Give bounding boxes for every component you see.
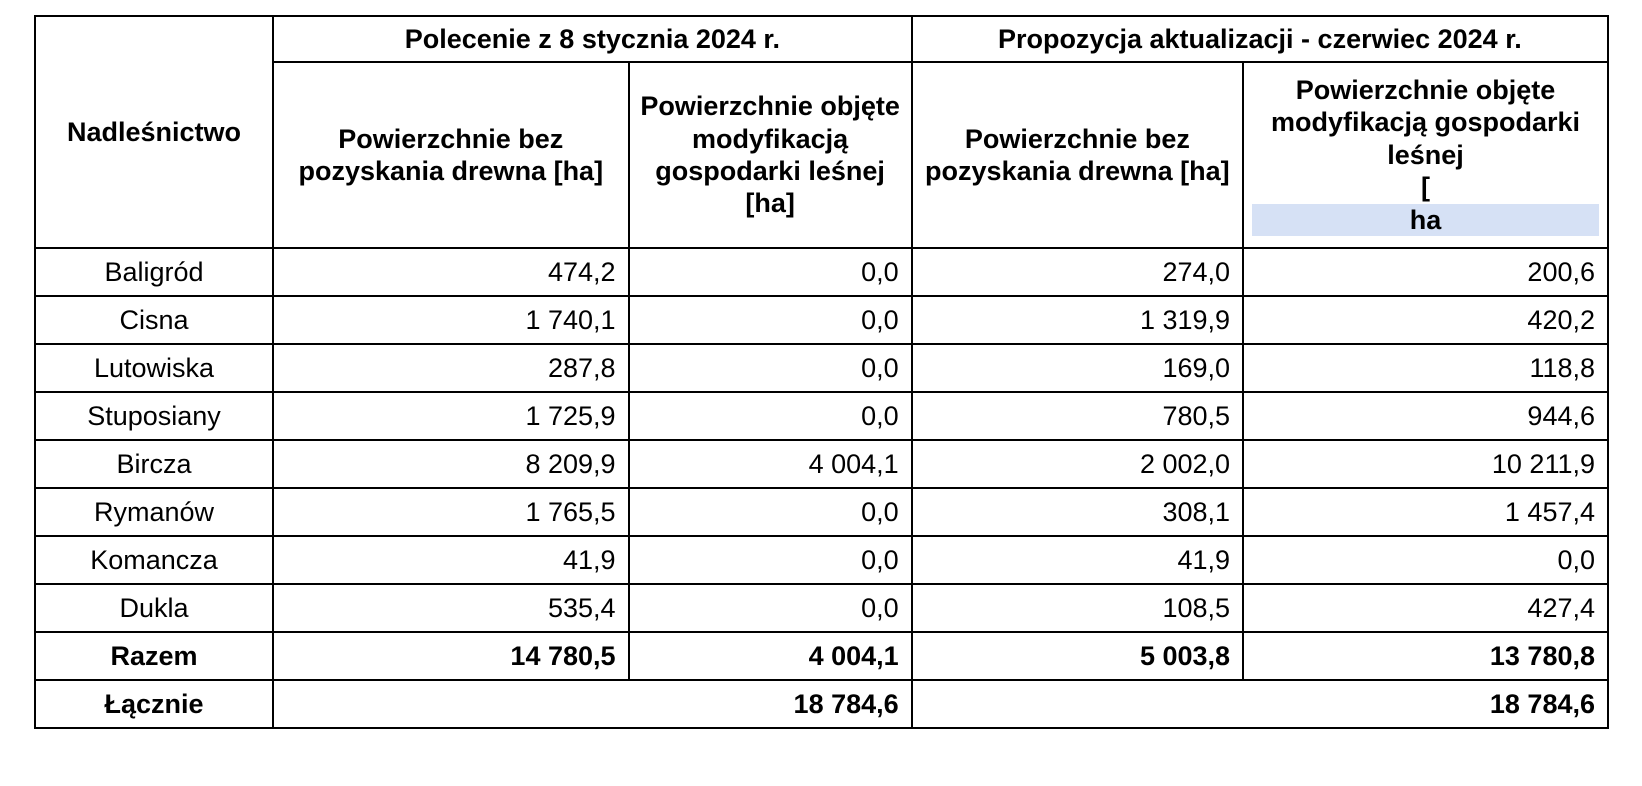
cell-g1-modyfikacja: 0,0	[629, 392, 912, 440]
table-row	[35, 296, 1608, 344]
total-g1-bez-pozyskania: 14 780,5	[273, 632, 628, 680]
row-name: Baligród	[35, 248, 273, 296]
row-name: Cisna	[35, 296, 273, 344]
cell-g2-bez-pozyskania: 274,0	[912, 248, 1243, 296]
row-name: Komancza	[35, 536, 273, 584]
grand-total-name: Łącznie	[35, 680, 273, 728]
cell-g1-modyfikacja: 0,0	[629, 536, 912, 584]
table-row	[35, 536, 1608, 584]
cell-g1-modyfikacja: 0,0	[629, 488, 912, 536]
row-name: Lutowiska	[35, 344, 273, 392]
table-row	[35, 248, 1608, 296]
cell-g1-bez-pozyskania: 1 740,1	[273, 296, 628, 344]
cell-g2-bez-pozyskania: 780,5	[912, 392, 1243, 440]
cell-g2-modyfikacja: 0,0	[1243, 536, 1608, 584]
header-g2-modyfikacja	[1243, 62, 1608, 248]
cell-g2-modyfikacja: 420,2	[1243, 296, 1608, 344]
grand-total-polecenie: 18 784,6	[273, 680, 912, 728]
row-name: Dukla	[35, 584, 273, 632]
forest-area-table	[34, 15, 1609, 729]
table-row	[35, 584, 1608, 632]
cell-g2-modyfikacja: 1 457,4	[1243, 488, 1608, 536]
cell-g1-modyfikacja: 0,0	[629, 296, 912, 344]
table-row	[35, 488, 1608, 536]
header-g1-modyfikacja	[629, 62, 912, 248]
header-g2-bez-pozyskania	[912, 62, 1243, 248]
header-g1-modyfikacja-text: Powierzchnie objęte modyfikacją gospodarki leśnej [ha]	[640, 91, 900, 219]
cell-g1-bez-pozyskania: 41,9	[273, 536, 628, 584]
row-name: Bircza	[35, 440, 273, 488]
grand-total-row	[35, 680, 1608, 728]
cell-g2-bez-pozyskania: 108,5	[912, 584, 1243, 632]
cell-g2-modyfikacja: 10 211,9	[1243, 440, 1608, 488]
cell-g1-bez-pozyskania: 287,8	[273, 344, 628, 392]
cell-g2-modyfikacja: 200,6	[1243, 248, 1608, 296]
cell-g1-bez-pozyskania: 474,2	[273, 248, 628, 296]
table-row	[35, 344, 1608, 392]
cell-g2-modyfikacja: 427,4	[1243, 584, 1608, 632]
total-g2-bez-pozyskania: 5 003,8	[912, 632, 1243, 680]
cell-g1-bez-pozyskania: 1 765,5	[273, 488, 628, 536]
total-g2-modyfikacja: 13 780,8	[1243, 632, 1608, 680]
cell-g1-modyfikacja: 0,0	[629, 248, 912, 296]
header-g1-bez-pozyskania	[273, 62, 628, 248]
total-row-name: Razem	[35, 632, 273, 680]
selection-highlight[interactable]: ha	[1252, 204, 1599, 236]
header-group-row	[35, 16, 1608, 62]
cell-g2-bez-pozyskania: 308,1	[912, 488, 1243, 536]
total-g1-modyfikacja: 4 004,1	[629, 632, 912, 680]
total-row	[35, 632, 1608, 680]
cell-g1-bez-pozyskania: 8 209,9	[273, 440, 628, 488]
cell-g2-bez-pozyskania: 41,9	[912, 536, 1243, 584]
cell-g1-modyfikacja: 4 004,1	[629, 440, 912, 488]
grand-total-propozycja: 18 784,6	[912, 680, 1608, 728]
table-row	[35, 392, 1608, 440]
header-g1-bez-pozyskania-text: Powierzchnie bez pozyskania drewna [ha]	[298, 123, 604, 186]
cell-g1-bez-pozyskania: 535,4	[273, 584, 628, 632]
cell-g2-modyfikacja: 118,8	[1243, 344, 1608, 392]
table-body	[35, 248, 1608, 728]
row-name: Rymanów	[35, 488, 273, 536]
header-g2-bez-pozyskania-text: Powierzchnie bez pozyskania drewna [ha]	[925, 123, 1230, 186]
header-g2-modyfikacja-main: Powierzchnie objęte modyfikacją gospodarki leśnej	[1270, 75, 1581, 170]
cell-g2-modyfikacja: 944,6	[1243, 392, 1608, 440]
cell-g1-modyfikacja: 0,0	[629, 584, 912, 632]
cell-g2-bez-pozyskania: 169,0	[912, 344, 1243, 392]
cell-g2-bez-pozyskania: 2 002,0	[912, 440, 1243, 488]
table-row	[35, 440, 1608, 488]
table-container	[34, 15, 1609, 729]
header-group-propozycja: Propozycja aktualizacji - czerwiec 2024 r.	[912, 16, 1608, 62]
cell-g1-bez-pozyskania: 1 725,9	[273, 392, 628, 440]
cell-g1-modyfikacja: 0,0	[629, 344, 912, 392]
row-name: Stuposiany	[35, 392, 273, 440]
header-group-polecenie: Polecenie z 8 stycznia 2024 r.	[273, 16, 912, 62]
header-nadlesnictwo: Nadleśnictwo	[35, 16, 273, 248]
cell-g2-bez-pozyskania: 1 319,9	[912, 296, 1243, 344]
header-g2-modyfikacja-text	[1244, 74, 1607, 236]
header-g2-modyfikacja-bracket: [	[1421, 172, 1431, 203]
